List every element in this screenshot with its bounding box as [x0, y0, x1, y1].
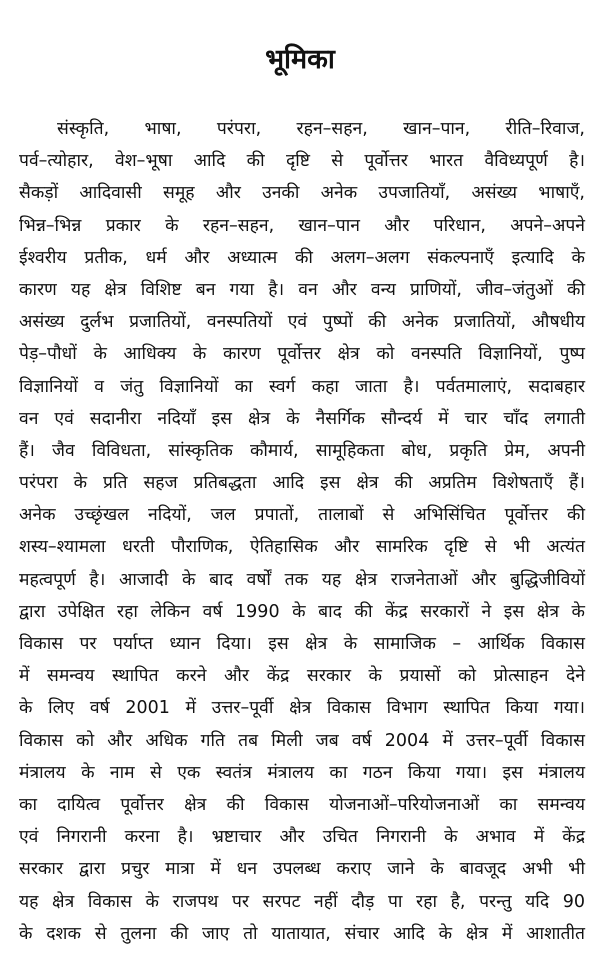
paragraph-line: महत्वपूर्ण है। आजादी के बाद वर्षों तक यह क्षेत्र राजनेताओं और बुद्धिजीवियों	[19, 569, 585, 590]
paragraph-line: वन एवं सदानीरा नदियाँ इस क्षेत्र के नैसर्गिक सौन्दर्य में चार चाँद लगाती	[19, 408, 585, 429]
paragraph-line: पेड़–पौधों के आधिक्य के कारण पूर्वोत्तर क्षेत्र को वनस्पति विज्ञानियों, पुष्प	[19, 344, 585, 365]
body-paragraph	[19, 113, 585, 950]
page-title: भूमिका	[265, 44, 335, 75]
paragraph-line: परंपरा के प्रति सहज प्रतिबद्धता आदि इस क्षेत्र की अप्रतिम विशेषताएँ हैं।	[19, 473, 585, 494]
paragraph-line: विकास को और अधिक गति तब मिली जब वर्ष 2004 में उत्तर–पूर्वी विकास	[19, 730, 585, 751]
paragraph-line: असंख्य दुर्लभ प्रजातियों, वनस्पतियों एवं पुष्पों की अनेक प्रजातियों, औषधीय	[19, 312, 585, 333]
paragraph-line: सरकार द्वारा प्रचुर मात्रा में धन उपलब्ध कराए जाने के बावजूद अभी भी	[19, 859, 585, 880]
paragraph-line: शस्य–श्यामला धरती पौराणिक, ऐतिहासिक और सामरिक दृष्टि से भी अत्यंत	[19, 537, 585, 558]
paragraph-line: भिन्न–भिन्न प्रकार के रहन–सहन, खान–पान और परिधान, अपने–अपने	[19, 215, 585, 236]
paragraph-line: सैकड़ों आदिवासी समूह और उनकी अनेक उपजातियाँ, असंख्य भाषाएँ,	[19, 183, 585, 204]
paragraph-line: का दायित्व पूर्वोत्तर क्षेत्र की विकास योजनाओं–परियोजनाओं का समन्वय	[19, 794, 585, 815]
paragraph-line: के लिए वर्ष 2001 में उत्तर–पूर्वी क्षेत्र विकास विभाग स्थापित किया गया।	[19, 698, 585, 719]
paragraph-line: विज्ञानियों व जंतु विज्ञानियों का स्वर्ग कहा जाता है। पर्वतमालाएं, सदाबहार	[19, 376, 585, 397]
paragraph-line: ईश्वरीय प्रतीक, धर्म और अध्यात्म की अलग–अलग संकल्पनाएँ इत्यादि के	[19, 247, 585, 268]
paragraph-line: में समन्वय स्थापित करने और केंद्र सरकार के प्रयासों को प्रोत्साहन देने	[19, 666, 585, 687]
paragraph-line: एवं निगरानी करना है। भ्रष्टाचार और उचित निगरानी के अभाव में केंद्र	[19, 827, 585, 848]
paragraph-line: यह क्षेत्र विकास के राजपथ पर सरपट नहीं दौड़ पा रहा है, परन्तु यदि 90	[19, 891, 585, 912]
paragraph-line: मंत्रालय के नाम से एक स्वतंत्र मंत्रालय का गठन किया गया। इस मंत्रालय	[19, 762, 585, 783]
paragraph-line: हैं। जैव विविधता, सांस्कृतिक कौमार्य, सामूहिकता बोध, प्रकृति प्रेम, अपनी	[19, 440, 585, 461]
paragraph-line: के दशक से तुलना की जाए तो यातायात, संचार आदि के क्षेत्र में आशातीत	[19, 923, 585, 944]
paragraph-line: अनेक उच्छृंखल नदियों, जल प्रपातों, तालाबों से अभिसिंचित पूर्वोत्तर की	[19, 505, 585, 526]
paragraph-line: पर्व–त्योहार, वेश–भूषा आदि की दृष्टि से पूर्वोत्तर भारत वैविध्यपूर्ण है।	[19, 151, 585, 172]
paragraph-line: विकास पर पर्याप्त ध्यान दिया। इस क्षेत्र के सामाजिक – आर्थिक विकास	[19, 634, 585, 654]
paragraph-line: द्वारा उपेक्षित रहा लेकिन वर्ष 1990 के बाद की केंद्र सरकारों ने इस क्षेत्र के	[19, 601, 585, 622]
paragraph-line: कारण यह क्षेत्र विशिष्ट बन गया है। वन और वन्य प्राणियों, जीव–जंतुओं की	[19, 279, 585, 300]
paragraph-line: संस्कृति, भाषा, परंपरा, रहन–सहन, खान–पान, रीति–रिवाज,	[57, 119, 585, 139]
